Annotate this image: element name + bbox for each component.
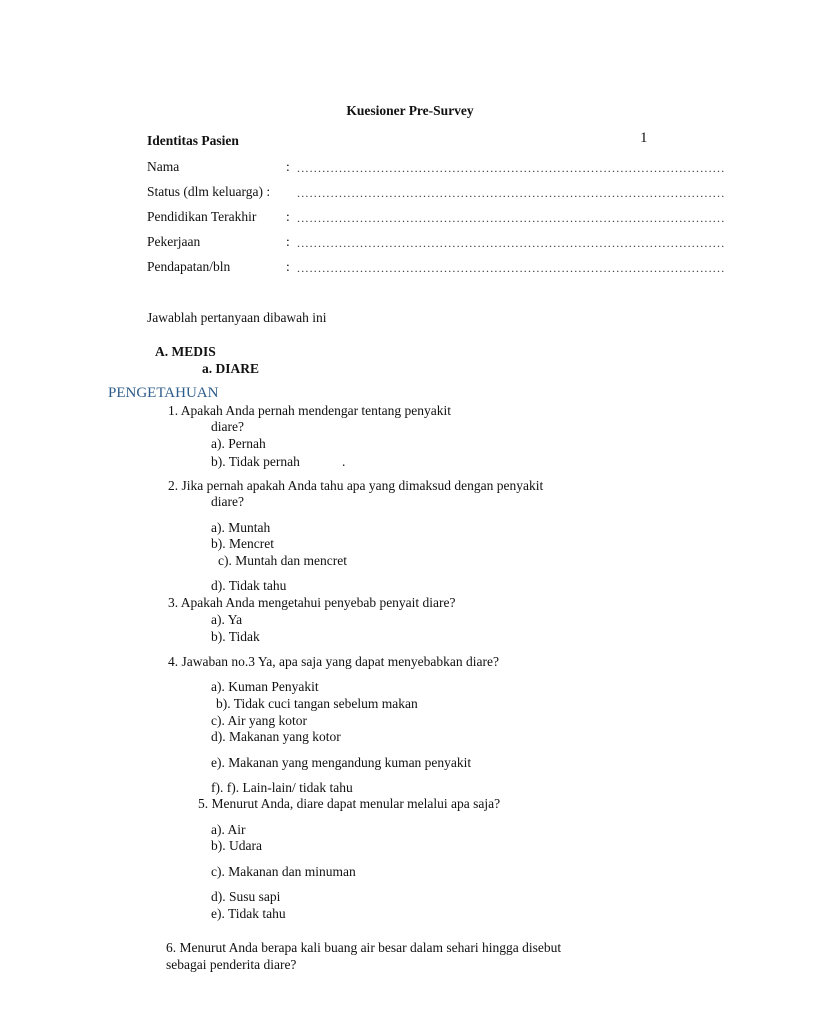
- field-colon: :: [286, 209, 290, 224]
- option-2c[interactable]: c). Muntah dan mencret: [218, 553, 347, 568]
- option-4a[interactable]: a). Kuman Penyakit: [211, 679, 319, 694]
- instruction-text: Jawablah pertanyaan dibawah ini: [147, 310, 327, 325]
- field-label-pekerjaan: Pekerjaan: [147, 234, 201, 249]
- field-colon: :: [286, 159, 290, 174]
- question-5: 5. Menurut Anda, diare dapat menular melalui apa saja?: [198, 796, 501, 811]
- field-label-nama: Nama: [147, 159, 180, 174]
- question-6-cont: sebagai penderita diare?: [166, 957, 297, 972]
- option-5b[interactable]: b). Udara: [211, 838, 262, 853]
- option-1b[interactable]: b). Tidak pernah: [211, 454, 300, 469]
- option-4f[interactable]: f). f). Lain-lain/ tidak tahu: [211, 780, 353, 795]
- question-4: 4. Jawaban no.3 Ya, apa saja yang dapat menyebabkan diare?: [168, 654, 500, 669]
- stray-period: .: [342, 454, 346, 469]
- option-1a[interactable]: a). Pernah: [211, 436, 266, 451]
- option-5a[interactable]: a). Air: [211, 822, 246, 837]
- question-1: 1. Apakah Anda pernah mendengar tentang penyakit: [168, 403, 452, 418]
- option-4b[interactable]: b). Tidak cuci tangan sebelum makan: [216, 696, 418, 711]
- option-4d[interactable]: d). Makanan yang kotor: [211, 729, 341, 744]
- option-4e[interactable]: e). Makanan yang mengandung kuman penyakit: [211, 755, 472, 770]
- field-pendidikan-blank[interactable]: ......................................................................................................: [297, 211, 726, 225]
- field-label-pendapatan: Pendapatan/bln: [147, 259, 231, 274]
- option-2d[interactable]: d). Tidak tahu: [211, 578, 287, 593]
- category-heading: PENGETAHUAN: [108, 385, 219, 401]
- option-5c[interactable]: c). Makanan dan minuman: [211, 864, 356, 879]
- option-5d[interactable]: d). Susu sapi: [211, 889, 281, 904]
- field-label-status: Status (dlm keluarga) :: [147, 184, 271, 199]
- field-label-pendidikan: Pendidikan Terakhir: [147, 209, 257, 224]
- subsection-heading: a. DIARE: [202, 361, 260, 376]
- question-1-cont: diare?: [211, 419, 244, 434]
- identity-heading: Identitas Pasien: [147, 133, 239, 148]
- question-6: 6. Menurut Anda berapa kali buang air besar dalam sehari hingga disebut: [166, 940, 562, 955]
- option-3b[interactable]: b). Tidak: [211, 629, 260, 644]
- option-2b[interactable]: b). Mencret: [211, 536, 274, 551]
- section-heading: A. MEDIS: [155, 344, 216, 359]
- field-colon: :: [286, 259, 290, 274]
- document-title: Kuesioner Pre-Survey: [346, 103, 474, 118]
- question-3: 3. Apakah Anda mengetahui penyebab penyait diare?: [168, 595, 456, 610]
- field-status-blank[interactable]: ......................................................................................................: [297, 186, 726, 200]
- field-pekerjaan-blank[interactable]: ......................................................................................................: [297, 236, 726, 250]
- option-4c[interactable]: c). Air yang kotor: [211, 713, 307, 728]
- field-nama-blank[interactable]: ......................................................................................................: [297, 161, 726, 175]
- option-3a[interactable]: a). Ya: [211, 612, 243, 627]
- option-5e[interactable]: e). Tidak tahu: [211, 906, 286, 921]
- field-colon: :: [286, 234, 290, 249]
- field-pendapatan-blank[interactable]: ......................................................................................................: [297, 261, 726, 275]
- option-2a[interactable]: a). Muntah: [211, 520, 271, 535]
- page-number: 1: [640, 130, 648, 146]
- question-2-cont: diare?: [211, 494, 244, 509]
- question-2: 2. Jika pernah apakah Anda tahu apa yang dimaksud dengan penyakit: [168, 478, 544, 493]
